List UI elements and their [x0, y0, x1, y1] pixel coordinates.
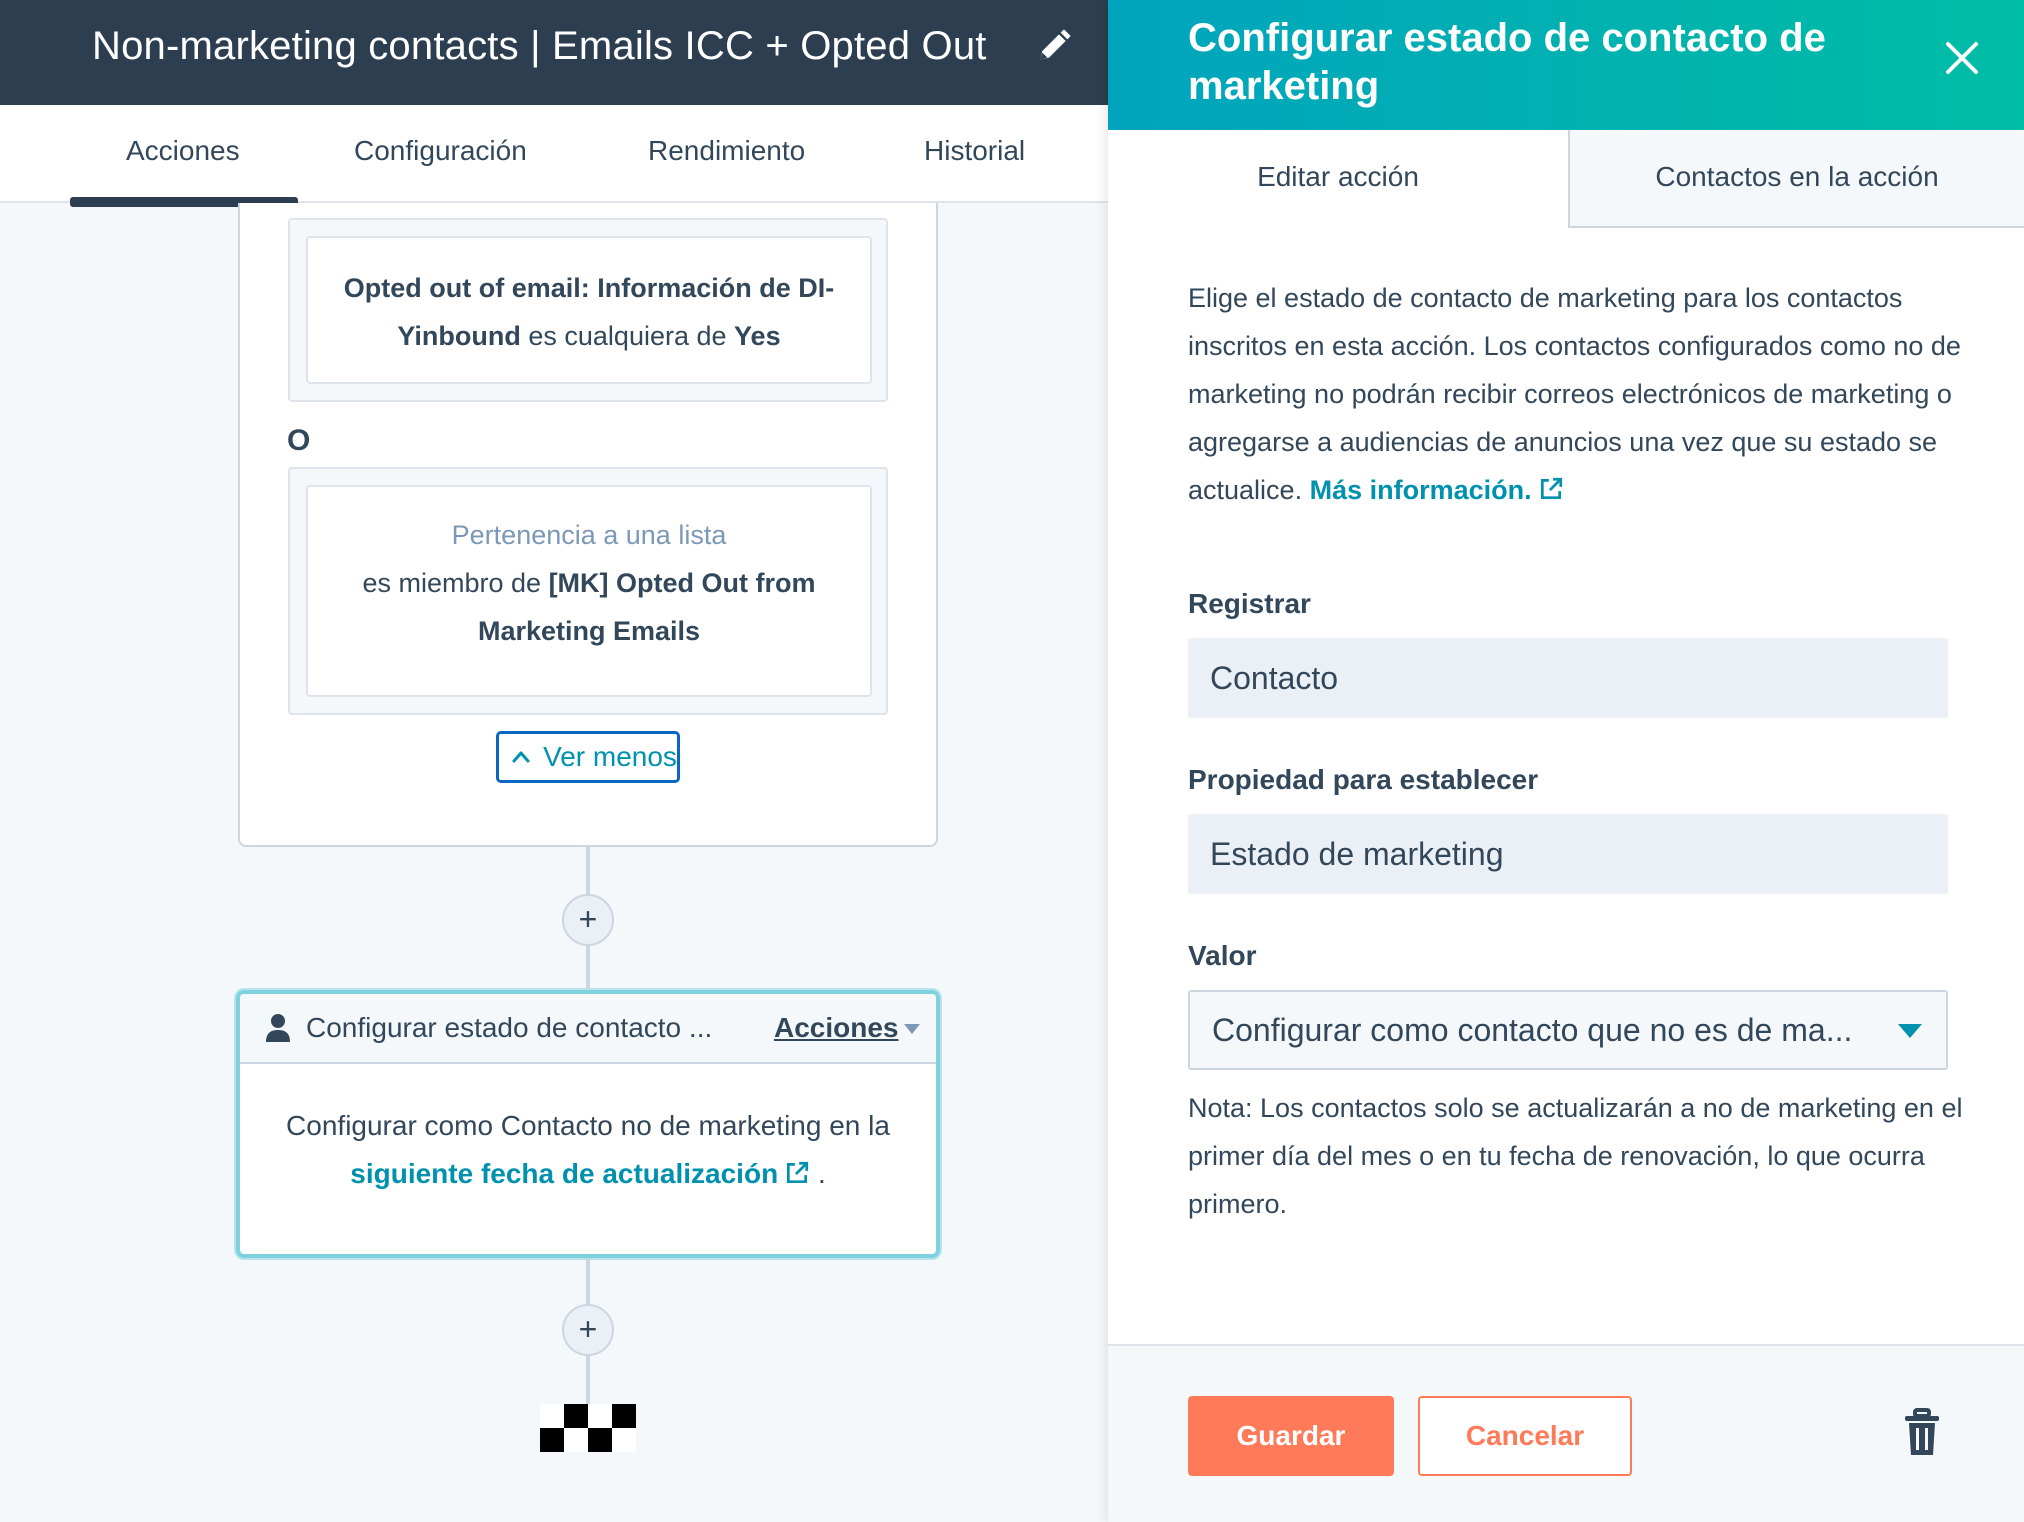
- filter-group-1: [288, 218, 888, 402]
- panel-header: [1108, 0, 2024, 130]
- or-separator: O: [287, 424, 311, 457]
- filter-operator: es miembro de: [362, 568, 542, 598]
- action-card-header: [240, 994, 936, 1064]
- property-label: Propiedad para establecer: [1188, 764, 1539, 795]
- registrar-label: Registrar: [1188, 588, 1311, 619]
- filter-operator: es cualquiera de: [528, 321, 727, 351]
- panel-description: [1188, 274, 1978, 514]
- filter-condition-2[interactable]: [306, 485, 872, 697]
- next-update-date-link[interactable]: siguiente fecha de actualización: [350, 1158, 779, 1189]
- tab-acciones[interactable]: Acciones: [126, 135, 240, 166]
- tab-contactos-en-accion[interactable]: Contactos en la acción: [1570, 130, 2024, 228]
- update-note: Nota: Los contactos solo se actualizarán a no de marketing en el primer día del mes o en tu fecha de renovación, lo que ocurra primero.: [1188, 1093, 1963, 1219]
- add-action-button[interactable]: +: [562, 1304, 614, 1356]
- chevron-up-icon: [511, 747, 531, 767]
- registrar-field: Contacto: [1188, 638, 1948, 718]
- property-field: Estado de marketing: [1188, 814, 1948, 894]
- action-menu-dropdown[interactable]: Acciones: [774, 1012, 899, 1043]
- action-card-title: Configurar estado de contacto ...: [306, 1012, 713, 1043]
- ver-menos-label: Ver menos: [543, 741, 677, 772]
- filter-type: Pertenencia a una lista: [451, 520, 727, 550]
- finish-flag-icon: [540, 1404, 636, 1452]
- valor-selected: Configurar como contacto que no es de ma...: [1212, 1012, 1853, 1048]
- filter-group-2: [288, 467, 888, 715]
- close-icon[interactable]: [1942, 38, 1982, 78]
- save-button[interactable]: Guardar: [1188, 1396, 1394, 1476]
- action-card-body: [240, 1102, 936, 1198]
- filter-value: [MK] Opted Out from Marketing Emails: [477, 568, 816, 646]
- caret-down-icon: [1898, 1024, 1922, 1038]
- valor-label: Valor: [1188, 940, 1257, 971]
- panel-footer: [1108, 1344, 2024, 1522]
- filter-value: Yes: [734, 321, 781, 351]
- caret-down-icon[interactable]: [904, 1024, 920, 1034]
- panel-tabs: [1108, 130, 2024, 228]
- filter-condition-1[interactable]: [306, 236, 872, 384]
- description-text: Elige el estado de contacto de marketing para los contactos inscritos en esta acción. Los contactos configurados como no de marketing no podrán recibir correos electrónicos de marketing o agregarse a audiencias de anuncios una vez que su estado se actualice.: [1188, 283, 1961, 505]
- ver-menos-button[interactable]: [496, 731, 680, 783]
- action-body-period: .: [817, 1158, 826, 1189]
- cancel-button[interactable]: Cancelar: [1418, 1396, 1632, 1476]
- tab-rendimiento[interactable]: Rendimiento: [648, 135, 806, 166]
- external-link-icon[interactable]: [784, 1160, 810, 1186]
- tab-historial[interactable]: Historial: [924, 135, 1026, 166]
- trash-icon[interactable]: [1902, 1408, 1942, 1458]
- workflow-title[interactable]: Non-marketing contacts | Emails ICC + Opted Out: [92, 24, 987, 68]
- tab-editar-accion[interactable]: Editar acción: [1108, 130, 1570, 228]
- filter-property: Opted out of email: Información de DI-Yinbound: [343, 273, 835, 351]
- external-link-icon: [1538, 476, 1564, 502]
- add-action-button[interactable]: +: [562, 894, 614, 946]
- panel-title: Configurar estado de contacto de marketing: [1188, 16, 1826, 108]
- more-info-link[interactable]: [1310, 475, 1564, 505]
- action-card-marketing-status[interactable]: [236, 990, 940, 1258]
- person-icon: [264, 1012, 292, 1044]
- tab-configuracion[interactable]: Configuración: [354, 135, 527, 166]
- workflow-header: [0, 0, 1108, 105]
- action-body-text: Configurar como Contacto no de marketing en la: [286, 1110, 890, 1141]
- workflow-tabs: [0, 105, 1108, 203]
- action-config-panel: [1108, 0, 2024, 1522]
- pencil-icon[interactable]: [1034, 26, 1074, 66]
- more-info-label: Más información.: [1309, 475, 1532, 505]
- valor-select[interactable]: [1188, 990, 1948, 1070]
